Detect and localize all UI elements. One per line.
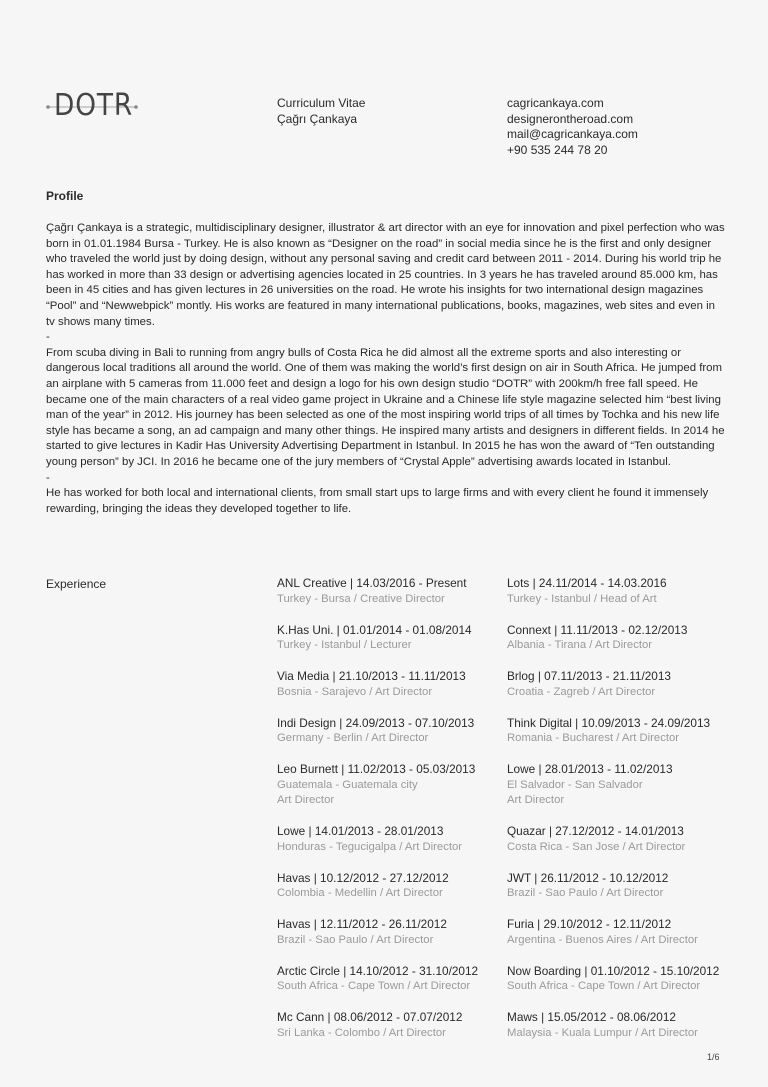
job-location-role: Turkey - Istanbul / Head of Art [507, 592, 657, 605]
job-entry [507, 1010, 747, 1057]
job-location-role: Malaysia - Kuala Lumpur / Art Director [507, 1026, 698, 1039]
experience-heading: Experience [46, 577, 107, 591]
job-location: El Salvador - San Salvador [507, 778, 643, 791]
job-location-role: Sri Lanka - Colombo / Art Director [277, 1026, 446, 1039]
job-title: Quazar | 27.12/2012 - 14.01/2013 [507, 824, 684, 838]
job-entry [277, 1010, 509, 1057]
logo-text: DOTR [54, 88, 134, 123]
job-title: Lowe | 28.01/2013 - 11.02/2013 [507, 762, 673, 776]
job-location-role: Brazil - Sao Paulo / Art Director [277, 933, 434, 946]
cv-title: Curriculum Vitae [277, 96, 366, 110]
job-entry [277, 824, 509, 871]
job-entry [277, 871, 509, 918]
profile-paragraph: From scuba diving in Bali to running from angry bulls of Costa Rica he did almost all the extreme sports and also interesting or dangerous local traditions all around the world. One of them was making the world’s first design on air in South Africa. He jumped from an airplane with 5 cameras from 11.000 feet and design a logo for his own design studio “DOTR” with 200km/h free fall speed. He became one of the main characters of a real video game project in Ukraine and a Chinese life style magazine selected him “best living man of the year” in 2012. His journey has been selected as one of the most inspiring world trips of all times by Tochka and his new life style has became a song, an ad campaign and many other things. He inspired many artists and designers in different fields. In 2014 he started to give lectures in Kadir Has University Advertising Department in Istanbul. In 2015 he has won the award of “Ten outstanding young person” by JCI. In 2016 he became one of the jury members of “Crystal Apple” advertising awards located in Istanbul. [46, 346, 725, 468]
job-location-role: Bosnia - Sarajevo / Art Director [277, 685, 433, 698]
profile-paragraph: He has worked for both local and international clients, from small start ups to large firms and with every client he found it immensely rewarding, bringing the ideas they developed together to life. [46, 487, 709, 515]
job-entry [277, 917, 509, 964]
job-location-role: Albania - Tirana / Art Director [507, 639, 653, 651]
job-entry [277, 623, 509, 670]
job-title: Lots | 24.11/2014 - 14.03.2016 [507, 576, 667, 590]
job-title: JWT | 26.11/2012 - 10.12/2012 [507, 870, 669, 885]
job-title: Lowe | 14.01/2013 - 28.01/2013 [277, 824, 444, 838]
job-role: Art Director [507, 793, 565, 806]
job-title: Now Boarding | 01.10/2012 - 15.10/2012 [507, 963, 720, 978]
email-link[interactable]: mail@cagricankaya.com [507, 127, 638, 141]
job-title: Connext | 11.11/2013 - 02.12/2013 [507, 622, 688, 637]
job-location-role: Argentina - Buenos Aires / Art Director [507, 933, 698, 946]
phone-number: +90 535 244 78 20 [507, 142, 608, 157]
profile-paragraph: Çağrı Çankaya is a strategic, multidisciplinary designer, illustrator & art director with an eye for innovation and pixel perfection who was born in 01.01.1984 Bursa - Turkey. He is also known as “Designer on the road” in social media since he is the first and only designer who traveled the world just by doing design, without any personal saving and credit card between 2011 - 2014. During his world trip he has worked in more than 33 design or advertising agencies located in 25 countries. In 3 years he has traveled around 85.000 km, has been in 45 cities and has given lectures in 26 universities on the road. He wrote his insights for two international design magazines “Pool” and “Newwebpick” montly. His works are featured in many international publications, books, magazines, web sites and even in tv shows many times. [46, 222, 725, 328]
job-title: Think Digital | 10.09/2013 - 24.09/2013 [507, 715, 711, 730]
job-entry [277, 762, 509, 824]
job-entry [507, 824, 747, 871]
job-title: Furia | 29.10/2012 - 12.11/2012 [507, 917, 672, 931]
profile-text [46, 221, 726, 517]
job-title: Havas | 12.11/2012 - 26.11/2012 [277, 917, 447, 931]
job-entry [277, 716, 509, 763]
job-location-role: South Africa - Cape Town / Art Director [277, 980, 471, 992]
job-location-role: Honduras - Tegucigalpa / Art Director [277, 840, 463, 853]
experience-column-left [277, 576, 509, 1057]
job-title: Arctic Circle | 14.10/2012 - 31.10/2012 [277, 963, 479, 978]
job-title: Havas | 10.12/2012 - 27.12/2012 [277, 870, 449, 885]
job-location-role: South Africa - Cape Town / Art Director [507, 980, 701, 992]
job-entry [507, 669, 747, 716]
profile-heading: Profile [46, 189, 84, 203]
cv-name: Çağrı Çankaya [277, 111, 358, 126]
experience-column-right [507, 576, 747, 1057]
job-location-role: Germany - Berlin / Art Director [277, 732, 429, 744]
job-entry [507, 716, 747, 763]
job-entry [507, 964, 747, 1011]
job-entry [277, 964, 509, 1011]
job-title: Via Media | 21.10/2013 - 11.11/2013 [277, 669, 466, 683]
job-title: ANL Creative | 14.03/2016 - Present [277, 576, 467, 590]
job-entry [277, 576, 509, 623]
profile-separator: - [46, 331, 50, 344]
job-title: Mc Cann | 08.06/2012 - 07.07/2012 [277, 1010, 463, 1024]
job-location-role: Croatia - Zagreb / Art Director [507, 685, 656, 698]
job-entry [507, 576, 747, 623]
job-entry [507, 917, 747, 964]
job-title: Maws | 15.05/2012 - 08.06/2012 [507, 1010, 676, 1024]
job-title: Indi Design | 24.09/2013 - 07.10/2013 [277, 715, 475, 730]
job-location-role: Turkey - Bursa / Creative Director [277, 592, 445, 605]
job-title: Brlog | 07.11/2013 - 21.11/2013 [507, 669, 671, 683]
job-location-role: Turkey - Istanbul / Lecturer [277, 639, 412, 651]
job-location-role: Colombia - Medellin / Art Director [277, 887, 443, 899]
contact-block [507, 96, 638, 158]
job-entry [507, 623, 747, 670]
job-role: Art Director [277, 793, 335, 806]
job-entry [277, 669, 509, 716]
job-entry [507, 762, 747, 824]
job-location-role: Costa Rica - San Jose / Art Director [507, 840, 686, 853]
website-link[interactable]: designerontheroad.com [507, 111, 634, 126]
website-link[interactable]: cagricankaya.com [507, 96, 604, 110]
profile-separator: - [46, 471, 50, 484]
dotr-logo [46, 88, 138, 128]
job-location: Guatemala - Guatemala city [277, 778, 418, 791]
job-location-role: Brazil - Sao Paulo / Art Director [507, 887, 664, 899]
job-location-role: Romania - Bucharest / Art Director [507, 732, 680, 744]
job-entry [507, 871, 747, 918]
page-number: 1/6 [707, 1052, 720, 1062]
job-title: K.Has Uni. | 01.01/2014 - 01.08/2014 [277, 622, 472, 637]
cv-title-block [277, 96, 365, 127]
job-title: Leo Burnett | 11.02/2013 - 05.03/2013 [277, 762, 476, 776]
